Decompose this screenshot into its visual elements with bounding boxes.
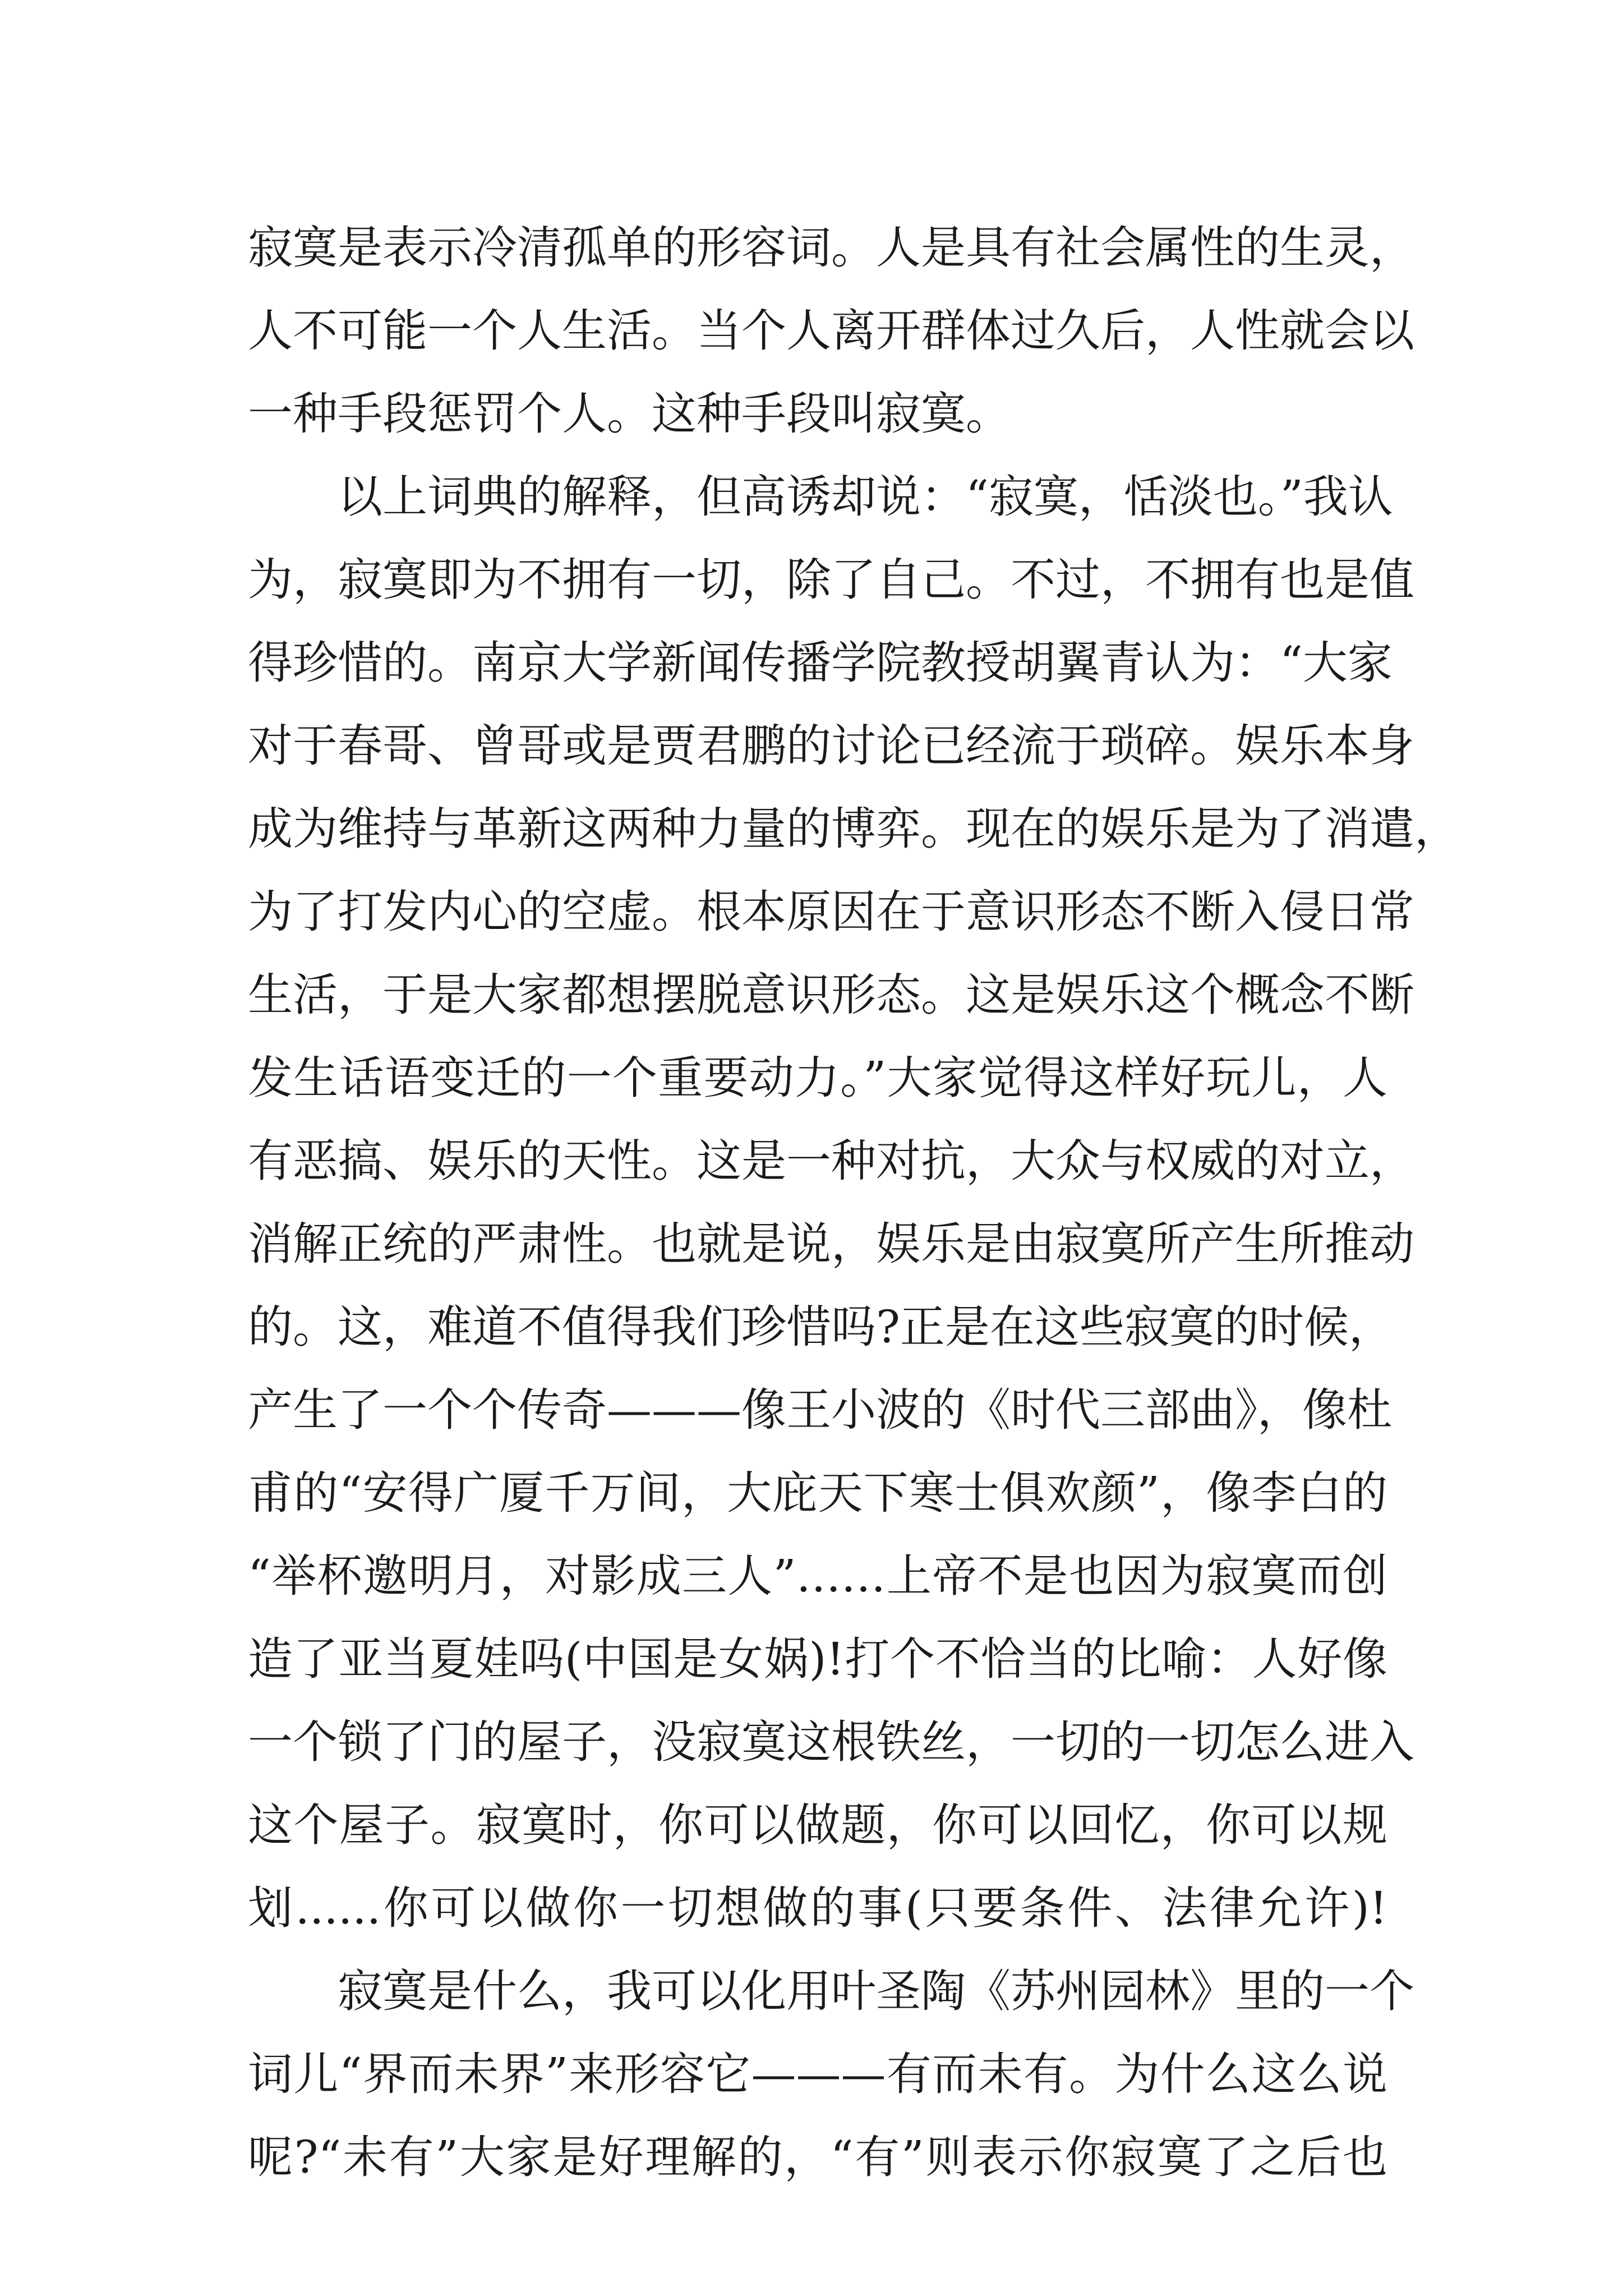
paragraph-1	[248, 206, 1414, 455]
text-line: 对于春哥、曾哥或是贾君鹏的讨论已经流于琐碎。娱乐本身	[248, 720, 1414, 772]
text-line: 成为维持与革新这两种力量的博弈。现在的娱乐是为了消遣，	[248, 803, 1459, 855]
text-line: 发生话语变迁的一个重要动力。”大家觉得这样好玩儿，人	[248, 1052, 1387, 1104]
text-line: 寂寞是什么，我可以化用叶圣陶《苏州园林》里的一个	[338, 1965, 1414, 2017]
body-text	[248, 206, 1459, 2199]
text-line: 划......你可以做你一切想做的事(只要条件、法律允许)!	[248, 1882, 1387, 1934]
text-line: 造了亚当夏娃吗(中国是女娲)!打个不恰当的比喻：人好像	[248, 1633, 1387, 1685]
paragraph-3	[248, 1950, 1414, 2199]
text-line: 词儿“界而未界”来形容它———有而未有。为什么这么说	[248, 2048, 1387, 2100]
text-line: 消解正统的严肃性。也就是说，娱乐是由寂寞所产生所推动	[248, 1218, 1414, 1270]
text-line: 的。这，难道不值得我们珍惜吗?正是在这些寂寞的时候，	[248, 1301, 1394, 1353]
text-line: 得珍惜的。南京大学新闻传播学院教授胡翼青认为：“大家	[248, 637, 1393, 689]
text-line: 这个屋子。寂寞时，你可以做题，你可以回忆，你可以规	[248, 1799, 1387, 1851]
text-line: 寂寞是表示冷清孤单的形容词。人是具有社会属性的生灵，	[248, 222, 1414, 274]
text-line: 以上词典的解释，但高诱却说：“寂寞，恬淡也。”我认	[338, 471, 1393, 523]
paragraph-2	[248, 455, 1459, 1950]
text-line: 为了打发内心的空虚。根本原因在于意识形态不断入侵日常	[248, 886, 1414, 938]
text-line: 为，寂寞即为不拥有一切，除了自己。不过，不拥有也是值	[248, 554, 1414, 606]
text-line: 呢?“未有”大家是好理解的，“有”则表示你寂寞了之后也	[248, 2131, 1387, 2183]
text-line: 有恶搞、娱乐的天性。这是一种对抗，大众与权威的对立，	[248, 1135, 1414, 1187]
text-line: 甫的“安得广厦千万间，大庇天下寒士俱欢颜”，像李白的	[248, 1467, 1387, 1519]
text-line: 一个锁了门的屋子，没寂寞这根铁丝，一切的一切怎么进入	[248, 1716, 1414, 1768]
text-line: 人不可能一个人生活。当个人离开群体过久后，人性就会以	[248, 305, 1414, 357]
text-line: 一种手段惩罚个人。这种手段叫寂寞。	[248, 388, 1011, 440]
text-line: 生活，于是大家都想摆脱意识形态。这是娱乐这个概念不断	[248, 969, 1414, 1021]
text-line: “举杯邀明月，对影成三人”……上帝不是也因为寂寞而创	[248, 1550, 1387, 1602]
text-line: 产生了一个个传奇———像王小波的《时代三部曲》，像杜	[248, 1384, 1392, 1436]
